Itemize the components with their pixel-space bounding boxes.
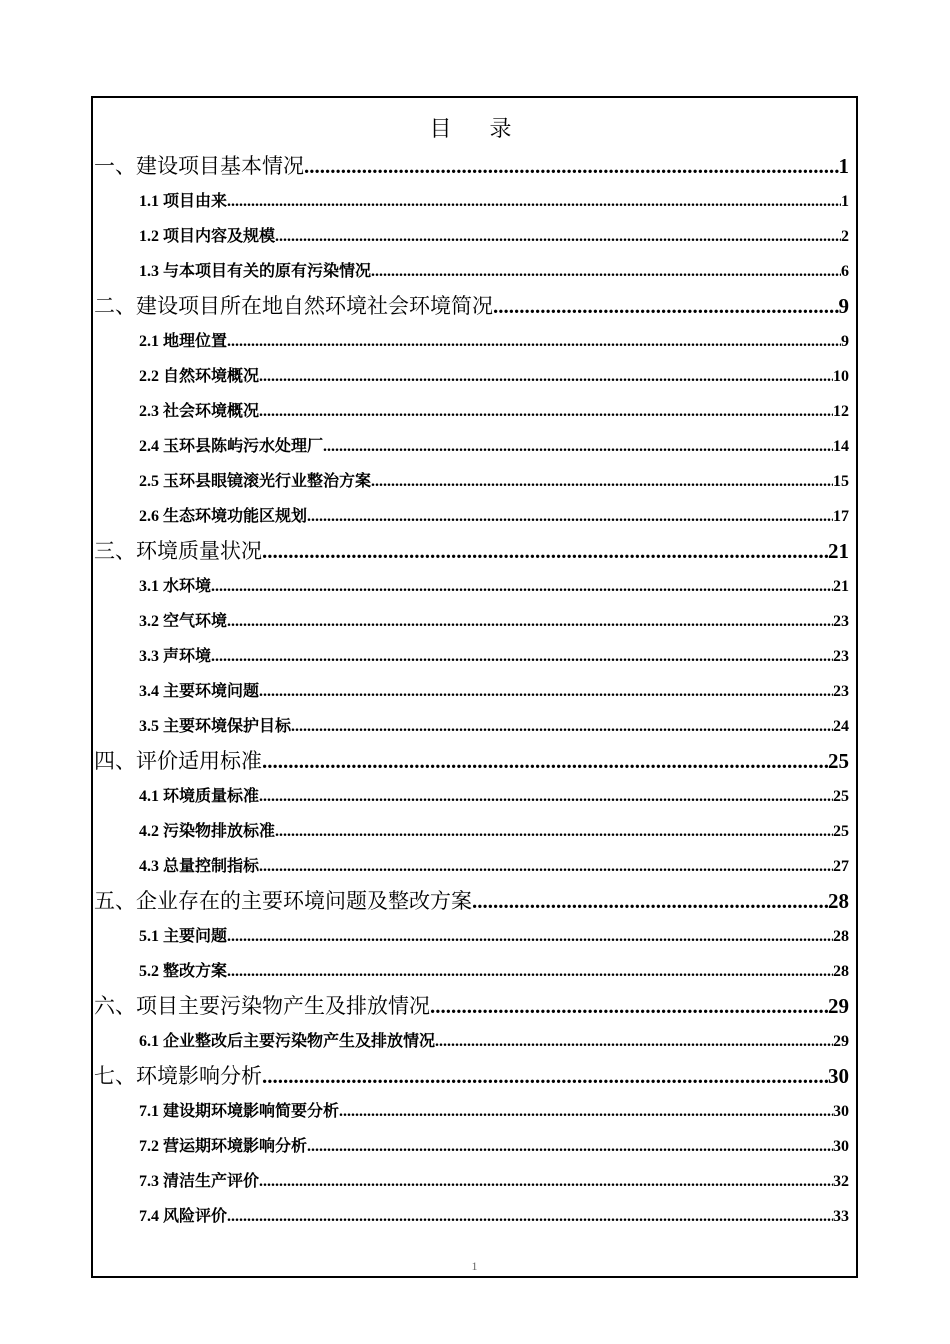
toc-entry-label: 2.2 自然环境概况 bbox=[139, 368, 260, 385]
toc-entry-page: 33 bbox=[833, 1208, 849, 1225]
toc-entry-label: 4.1 环境质量标准 bbox=[139, 788, 260, 805]
toc-entry-label: 一、建设项目基本情况 bbox=[94, 154, 304, 178]
dot-leader bbox=[275, 814, 833, 849]
toc-entry-page: 12 bbox=[833, 403, 849, 420]
toc-entry-label: 3.3 声环境 bbox=[139, 648, 212, 665]
dot-leader bbox=[304, 149, 839, 184]
toc-section-entry bbox=[93, 569, 856, 604]
toc-entry-label: 7.1 建设期环境影响简要分析 bbox=[139, 1103, 340, 1120]
toc-entry-page: 15 bbox=[833, 473, 849, 490]
toc-section-entry bbox=[93, 674, 856, 709]
toc-section-entry bbox=[93, 1164, 856, 1199]
dot-leader bbox=[262, 534, 828, 569]
dot-leader bbox=[307, 499, 833, 534]
toc-section-entry bbox=[93, 709, 856, 744]
toc-entry-label: 七、环境影响分析 bbox=[94, 1064, 262, 1088]
toc-chapter-entry bbox=[93, 989, 856, 1024]
toc-section-entry bbox=[93, 254, 856, 289]
dot-leader bbox=[339, 1094, 833, 1129]
toc-entry-page: 28 bbox=[833, 928, 849, 945]
toc-section-entry bbox=[93, 394, 856, 429]
dot-leader bbox=[323, 429, 833, 464]
toc-chapter-entry bbox=[93, 534, 856, 569]
dot-leader bbox=[371, 464, 833, 499]
dot-leader bbox=[291, 709, 833, 744]
toc-chapter-entry bbox=[93, 744, 856, 779]
dot-leader bbox=[259, 779, 833, 814]
toc-entry-label: 4.3 总量控制指标 bbox=[139, 858, 260, 875]
toc-entry-label: 4.2 污染物排放标准 bbox=[139, 823, 276, 840]
dot-leader bbox=[211, 569, 833, 604]
toc-section-entry bbox=[93, 324, 856, 359]
toc-entry-label: 2.5 玉环县眼镜滚光行业整治方案 bbox=[139, 473, 372, 490]
toc-chapter-entry bbox=[93, 884, 856, 919]
toc-section-entry bbox=[93, 499, 856, 534]
toc-section-entry bbox=[93, 464, 856, 499]
toc-title: 目 录 bbox=[429, 116, 520, 141]
dot-leader bbox=[259, 674, 833, 709]
toc-entry-label: 1.1 项目由来 bbox=[139, 193, 228, 210]
toc-entry-label: 3.4 主要环境问题 bbox=[139, 683, 260, 700]
toc-entry-page: 30 bbox=[828, 1064, 849, 1088]
dot-leader bbox=[493, 289, 839, 324]
dot-leader bbox=[371, 254, 841, 289]
dot-leader bbox=[275, 219, 841, 254]
toc-entry-label: 3.5 主要环境保护目标 bbox=[139, 718, 292, 735]
toc-section-entry bbox=[93, 429, 856, 464]
toc-entry-label: 六、项目主要污染物产生及排放情况 bbox=[94, 994, 430, 1018]
toc-section-entry bbox=[93, 1094, 856, 1129]
dot-leader bbox=[262, 744, 828, 779]
toc-entry-label: 2.3 社会环境概况 bbox=[139, 403, 260, 420]
dot-leader bbox=[472, 884, 828, 919]
toc-entry-label: 7.3 清洁生产评价 bbox=[139, 1173, 260, 1190]
dot-leader bbox=[227, 1199, 833, 1234]
toc-section-entry bbox=[93, 219, 856, 254]
toc-entry-page: 24 bbox=[833, 718, 849, 735]
toc-entry-page: 23 bbox=[833, 648, 849, 665]
toc-section-entry bbox=[93, 1024, 856, 1059]
toc-section-entry bbox=[93, 359, 856, 394]
toc-entry-label: 1.3 与本项目有关的原有污染情况 bbox=[139, 263, 372, 280]
toc-entry-label: 3.2 空气环境 bbox=[139, 613, 228, 630]
page-number: 1 bbox=[471, 1259, 478, 1273]
toc-entry-page: 2 bbox=[841, 228, 849, 245]
toc-entry-page: 1 bbox=[838, 154, 849, 178]
dot-leader bbox=[307, 1129, 833, 1164]
toc-entry-page: 30 bbox=[833, 1103, 849, 1120]
toc-chapter-entry bbox=[93, 1059, 856, 1094]
dot-leader bbox=[430, 989, 828, 1024]
toc-list bbox=[93, 149, 856, 1234]
toc-entry-label: 四、评价适用标准 bbox=[94, 749, 262, 773]
toc-entry-label: 2.4 玉环县陈屿污水处理厂 bbox=[139, 438, 324, 455]
toc-entry-label: 7.4 风险评价 bbox=[139, 1208, 228, 1225]
toc-section-entry bbox=[93, 814, 856, 849]
toc-entry-page: 30 bbox=[833, 1138, 849, 1155]
toc-section-entry bbox=[93, 1129, 856, 1164]
toc-entry-label: 5.1 主要问题 bbox=[139, 928, 228, 945]
toc-frame bbox=[91, 96, 858, 1278]
toc-entry-page: 17 bbox=[833, 508, 849, 525]
dot-leader bbox=[259, 1164, 833, 1199]
dot-leader bbox=[227, 184, 841, 219]
dot-leader bbox=[435, 1024, 833, 1059]
toc-section-entry bbox=[93, 954, 856, 989]
toc-entry-page: 25 bbox=[833, 788, 849, 805]
toc-entry-page: 21 bbox=[833, 578, 849, 595]
toc-entry-label: 三、环境质量状况 bbox=[94, 539, 262, 563]
toc-section-entry bbox=[93, 184, 856, 219]
toc-entry-page: 28 bbox=[828, 889, 849, 913]
dot-leader bbox=[211, 639, 833, 674]
dot-leader bbox=[227, 919, 833, 954]
toc-entry-label: 7.2 营运期环境影响分析 bbox=[139, 1138, 308, 1155]
toc-entry-label: 二、建设项目所在地自然环境社会环境简况 bbox=[94, 294, 493, 318]
toc-entry-page: 25 bbox=[833, 823, 849, 840]
toc-entry-label: 2.6 生态环境功能区规划 bbox=[139, 508, 308, 525]
toc-entry-label: 1.2 项目内容及规模 bbox=[139, 228, 276, 245]
dot-leader bbox=[259, 394, 833, 429]
toc-entry-page: 28 bbox=[833, 963, 849, 980]
toc-entry-page: 6 bbox=[841, 263, 849, 280]
dot-leader bbox=[259, 359, 833, 394]
toc-section-entry bbox=[93, 919, 856, 954]
dot-leader bbox=[262, 1059, 828, 1094]
toc-section-entry bbox=[93, 639, 856, 674]
toc-entry-page: 10 bbox=[833, 368, 849, 385]
toc-entry-page: 9 bbox=[838, 294, 849, 318]
toc-entry-page: 25 bbox=[828, 749, 849, 773]
toc-entry-page: 23 bbox=[833, 613, 849, 630]
toc-entry-label: 3.1 水环境 bbox=[139, 578, 212, 595]
toc-entry-page: 23 bbox=[833, 683, 849, 700]
toc-entry-page: 32 bbox=[833, 1173, 849, 1190]
toc-entry-label: 五、企业存在的主要环境问题及整改方案 bbox=[94, 889, 472, 913]
toc-entry-page: 14 bbox=[833, 438, 849, 455]
toc-entry-page: 1 bbox=[841, 193, 849, 210]
dot-leader bbox=[227, 324, 841, 359]
toc-chapter-entry bbox=[93, 149, 856, 184]
dot-leader bbox=[259, 849, 833, 884]
toc-section-entry bbox=[93, 849, 856, 884]
toc-entry-page: 9 bbox=[841, 333, 849, 350]
dot-leader bbox=[227, 604, 833, 639]
toc-entry-page: 27 bbox=[833, 858, 849, 875]
toc-entry-label: 6.1 企业整改后主要污染物产生及排放情况 bbox=[139, 1033, 436, 1050]
toc-entry-label: 2.1 地理位置 bbox=[139, 333, 228, 350]
toc-chapter-entry bbox=[93, 289, 856, 324]
toc-section-entry bbox=[93, 779, 856, 814]
toc-entry-page: 29 bbox=[828, 994, 849, 1018]
toc-entry-label: 5.2 整改方案 bbox=[139, 963, 228, 980]
toc-section-entry bbox=[93, 604, 856, 639]
toc-entry-page: 21 bbox=[828, 539, 849, 563]
toc-section-entry bbox=[93, 1199, 856, 1234]
toc-entry-page: 29 bbox=[833, 1033, 849, 1050]
dot-leader bbox=[227, 954, 833, 989]
